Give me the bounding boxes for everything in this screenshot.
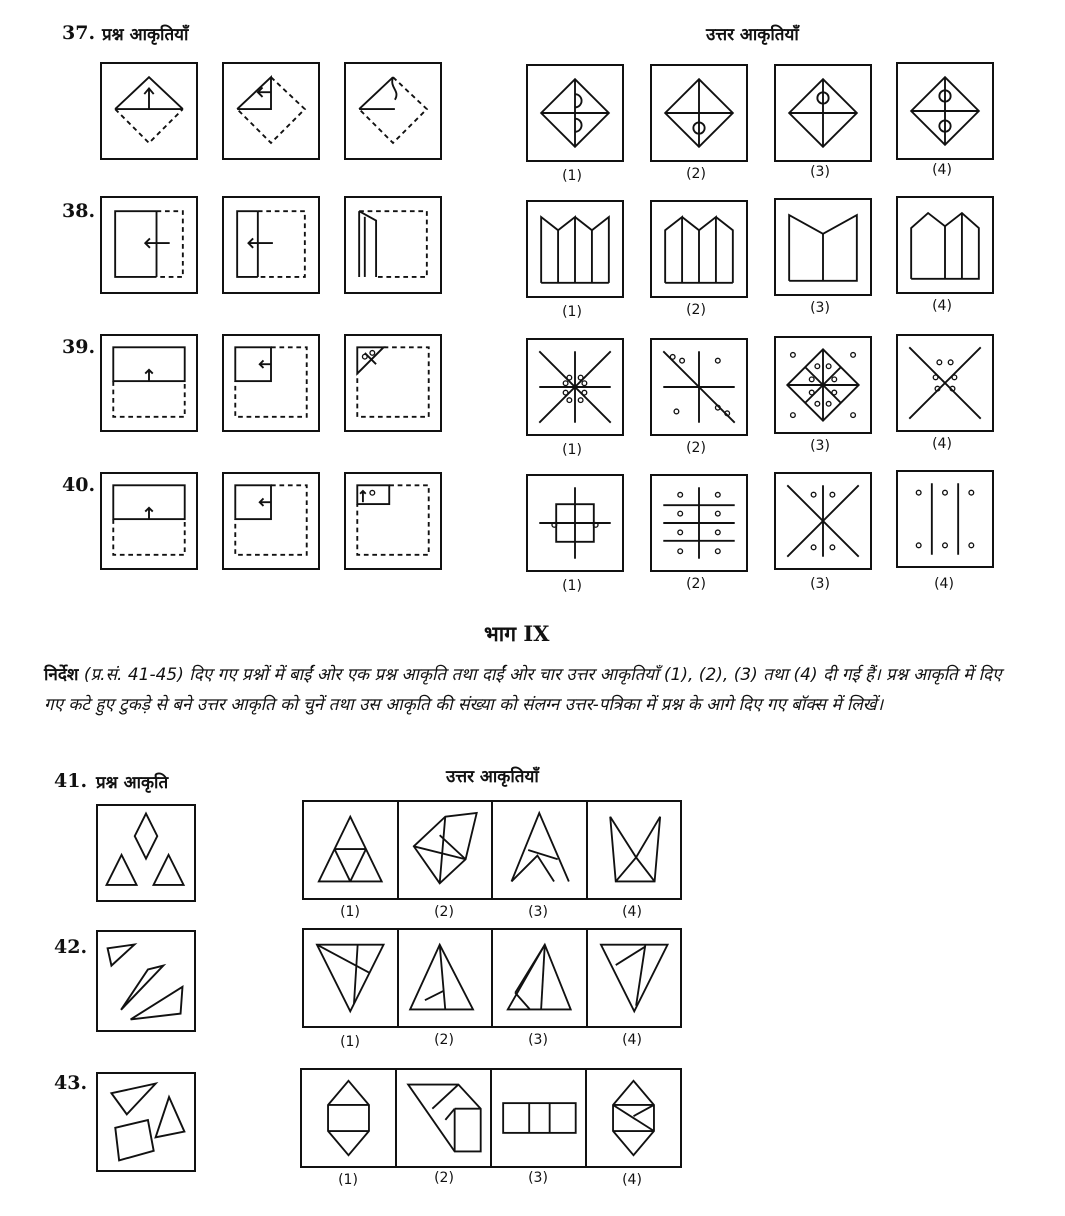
q42-answer-figure-4 bbox=[588, 930, 681, 1026]
question-number-42: 42. bbox=[54, 936, 88, 958]
q37-answer-figure-1 bbox=[526, 64, 624, 162]
q43-answer-figure-4 bbox=[587, 1070, 680, 1166]
q40-question-figure-2 bbox=[222, 472, 320, 570]
q37-answer-figure-3 bbox=[774, 64, 872, 162]
q37-answer-figure-4 bbox=[896, 62, 994, 160]
q43-question-figure bbox=[96, 1072, 196, 1172]
q41-answer-figure-3 bbox=[493, 802, 588, 898]
q40-answer-figure-2 bbox=[650, 474, 748, 572]
q37-option-label-4: (4) bbox=[932, 162, 952, 178]
q37-question-figure-1 bbox=[100, 62, 198, 160]
directions-text: दिए गए प्रश्नों में बाईं ओर एक प्रश्न आकृति तथा दाईं ओर चार उत्तर आकृतियाँ (1), (2), (3) तथा (4) दी गई हैं। प्रश्न आकृति में दिए गए कटे हुए टुकड़े से बने उत्तर आकृति को चुनें तथा उस आकृति की संख्या को संलग्न उत्तर-पत्रिका में प्रश्न के आगे दिए गए बॉक्स में लिखें। bbox=[44, 665, 1002, 715]
q39-question-figure-3 bbox=[344, 334, 442, 432]
q38-answer-figure-4 bbox=[896, 196, 994, 294]
q42-answer-figure-1 bbox=[304, 930, 399, 1026]
directions-paragraph bbox=[44, 660, 1024, 720]
q39-question-figure-2 bbox=[222, 334, 320, 432]
q39-answer-figure-1 bbox=[526, 338, 624, 436]
q43-answer-row bbox=[300, 1068, 682, 1168]
q39-answer-figure-3 bbox=[774, 336, 872, 434]
directions-range: (प्र.सं. 41-45) bbox=[83, 665, 184, 685]
q43-option-label-3: (3) bbox=[528, 1170, 548, 1186]
q41-option-label-1: (1) bbox=[340, 904, 360, 920]
directions-label: निर्देश bbox=[44, 665, 79, 685]
q41-option-label-2: (2) bbox=[434, 904, 454, 920]
q38-option-label-1: (1) bbox=[562, 304, 582, 320]
q38-question-figure-3 bbox=[344, 196, 442, 294]
q37-option-label-3: (3) bbox=[810, 164, 830, 180]
q39-option-label-3: (3) bbox=[810, 438, 830, 454]
q42-option-label-3: (3) bbox=[528, 1032, 548, 1048]
q42-option-label-1: (1) bbox=[340, 1034, 360, 1050]
question-number-40: 40. bbox=[62, 474, 96, 496]
q40-question-figure-1 bbox=[100, 472, 198, 570]
q39-option-label-2: (2) bbox=[686, 440, 706, 456]
q38-answer-figure-1 bbox=[526, 200, 624, 298]
q38-option-label-3: (3) bbox=[810, 300, 830, 316]
q40-option-label-1: (1) bbox=[562, 578, 582, 594]
q37-option-label-2: (2) bbox=[686, 166, 706, 182]
q38-answer-figure-2 bbox=[650, 200, 748, 298]
question-number-43: 43. bbox=[54, 1072, 88, 1094]
q39-option-label-1: (1) bbox=[562, 442, 582, 458]
question-figure-heading: प्रश्न आकृति bbox=[96, 773, 169, 793]
q43-option-label-1: (1) bbox=[338, 1172, 358, 1188]
answer-figures-heading: उत्तर आकृतियाँ bbox=[706, 25, 799, 45]
question-figures-heading: प्रश्न आकृतियाँ bbox=[102, 25, 189, 45]
question-number-39: 39. bbox=[62, 336, 96, 358]
q37-answer-figure-2 bbox=[650, 64, 748, 162]
q42-answer-row bbox=[302, 928, 682, 1028]
answer-figures-heading-41: उत्तर आकृतियाँ bbox=[446, 767, 539, 787]
q39-question-figure-1 bbox=[100, 334, 198, 432]
q41-option-label-4: (4) bbox=[622, 904, 642, 920]
q39-answer-figure-2 bbox=[650, 338, 748, 436]
q43-option-label-2: (2) bbox=[434, 1170, 454, 1186]
q40-answer-figure-3 bbox=[774, 472, 872, 570]
question-number-38: 38. bbox=[62, 200, 96, 222]
q38-option-label-4: (4) bbox=[932, 298, 952, 314]
q43-option-label-4: (4) bbox=[622, 1172, 642, 1188]
q41-option-label-3: (3) bbox=[528, 904, 548, 920]
question-number-37: 37. bbox=[62, 22, 96, 44]
q42-question-figure bbox=[96, 930, 196, 1032]
q41-question-figure bbox=[96, 804, 196, 902]
q42-answer-figure-3 bbox=[493, 930, 588, 1026]
q40-option-label-3: (3) bbox=[810, 576, 830, 592]
q42-option-label-2: (2) bbox=[434, 1032, 454, 1048]
q37-option-label-1: (1) bbox=[562, 168, 582, 184]
q40-option-label-2: (2) bbox=[686, 576, 706, 592]
q43-answer-figure-2 bbox=[397, 1070, 492, 1166]
q40-answer-figure-4 bbox=[896, 470, 994, 568]
q40-option-label-4: (4) bbox=[934, 576, 954, 592]
section-title: भाग IX bbox=[484, 621, 550, 646]
q37-question-figure-3 bbox=[344, 62, 442, 160]
q41-answer-figure-1 bbox=[304, 802, 399, 898]
q42-answer-figure-2 bbox=[399, 930, 494, 1026]
q43-answer-figure-1 bbox=[302, 1070, 397, 1166]
q39-option-label-4: (4) bbox=[932, 436, 952, 452]
q38-answer-figure-3 bbox=[774, 198, 872, 296]
q38-question-figure-2 bbox=[222, 196, 320, 294]
q38-option-label-2: (2) bbox=[686, 302, 706, 318]
q41-answer-figure-4 bbox=[588, 802, 681, 898]
q41-answer-figure-2 bbox=[399, 802, 494, 898]
q42-option-label-4: (4) bbox=[622, 1032, 642, 1048]
q40-question-figure-3 bbox=[344, 472, 442, 570]
question-number-41: 41. bbox=[54, 770, 88, 792]
q41-answer-row bbox=[302, 800, 682, 900]
q39-answer-figure-4 bbox=[896, 334, 994, 432]
q37-question-figure-2 bbox=[222, 62, 320, 160]
q43-answer-figure-3 bbox=[492, 1070, 587, 1166]
q38-question-figure-1 bbox=[100, 196, 198, 294]
q40-answer-figure-1 bbox=[526, 474, 624, 572]
